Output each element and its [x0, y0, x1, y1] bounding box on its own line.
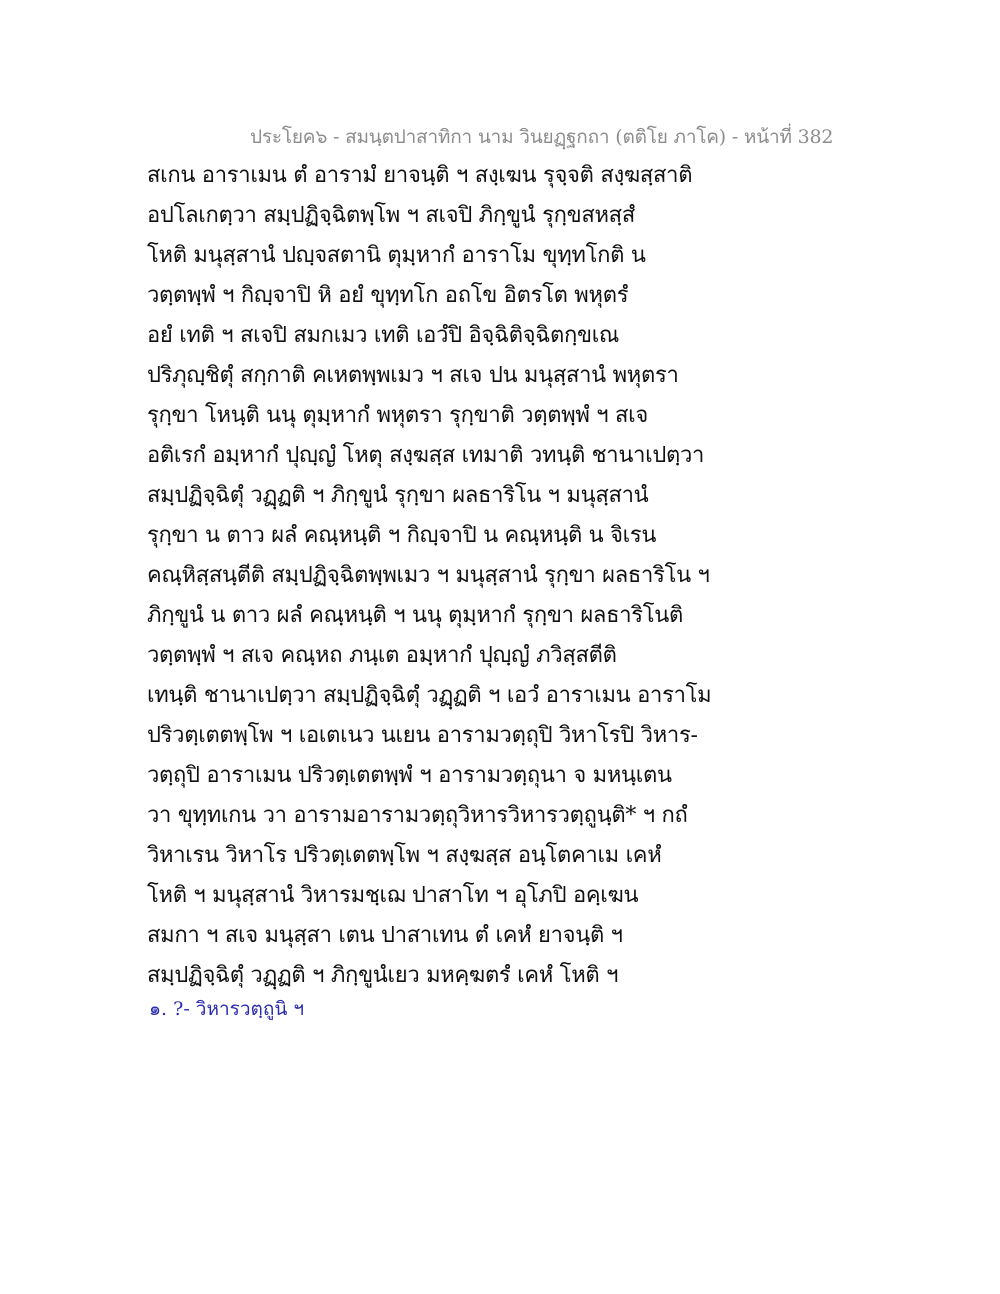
text-line: โหติ ฯ มนุสฺสานํ วิหารมชฺเฌ ปาสาโท ฯ อุโภปิ อคฺเฆน: [147, 883, 639, 908]
text-line: รุกฺขา น ตาว ผลํ คณฺหนฺติ ฯ กิญฺจาปิ น คณฺหนฺติ น จิเรน: [147, 523, 657, 548]
text-line: ปริวตฺเตตพฺโพ ฯ เอเตเนว นเยน อารามวตฺถุปิ วิหาโรปิ วิหาร-: [147, 723, 698, 748]
running-header: ประโยค๖ - สมนฺตปาสาทิกา นาม วินยฏฺฐกถา (ตติโย ภาโค) - หน้าที่ 382: [250, 126, 834, 148]
text-line: วตฺถุปิ อาราเมน ปริวตฺเตตพฺพํ ฯ อารามวตฺถุนา จ มหนฺเตน: [147, 763, 672, 788]
text-line: อปโลเกตฺวา สมฺปฏิจฺฉิตพฺโพ ฯ สเจปิ ภิกฺขูนํ รุกฺขสหสฺสํ: [147, 203, 635, 228]
text-line: คณฺหิสฺสนฺตีติ สมฺปฏิจฺฉิตพฺพเมว ฯ มนุสฺสานํ รุกฺขา ผลธาริโน ฯ: [147, 563, 710, 588]
text-line: สมฺปฏิจฺฉิตุํ วฏฺฏติ ฯ ภิกฺขูนํเยว มหคฺฆตรํ เคหํ โหติ ฯ: [147, 963, 619, 988]
text-line: โหติ มนุสฺสานํ ปญฺจสตานิ ตุมฺหากํ อาราโม ขุทฺทโกติ น: [147, 243, 646, 268]
text-line: สมกา ฯ สเจ มนุสฺสา เตน ปาสาเทน ตํ เคหํ ยาจนฺติ ฯ: [147, 923, 623, 948]
text-line: รุกฺขา โหนฺติ นนุ ตุมฺหากํ พหุตรา รุกฺขาติ วตฺตพฺพํ ฯ สเจ: [147, 403, 648, 428]
footnote: ๑. ?- วิหารวตฺถูนิ ฯ: [149, 998, 305, 1020]
text-line: ภิกฺขูนํ น ตาว ผลํ คณฺหนฺติ ฯ นนุ ตุมฺหากํ รุกฺขา ผลธาริโนติ: [147, 603, 684, 628]
text-line: สเกน อาราเมน ตํ อารามํ ยาจนฺติ ฯ สงฺเฆน รุจฺจติ สงฺฆสฺสาติ: [147, 163, 693, 188]
text-line: วตฺตพฺพํ ฯ กิญฺจาปิ หิ อยํ ขุทฺทโก อถโข อิตรโต พหุตรํ: [147, 283, 629, 308]
text-line: เทนฺติ ชานาเปตฺวา สมฺปฏิจฺฉิตุํ วฏฺฏติ ฯ เอวํ อาราเมน อาราโม: [147, 683, 712, 708]
text-line: วา ขุทฺทเกน วา อารามอารามวตฺถุวิหารวิหารวตฺถูนฺติ* ฯ กถํ: [147, 803, 688, 828]
text-line: สมฺปฏิจฺฉิตุํ วฏฺฏติ ฯ ภิกฺขูนํ รุกฺขา ผลธาริโน ฯ มนุสฺสานํ: [147, 483, 649, 508]
text-line: วิหาเรน วิหาโร ปริวตฺเตตพฺโพ ฯ สงฺฆสฺส อนฺโตคาเม เคหํ: [147, 843, 662, 868]
text-line: ปริภุญฺชิตุํ สกฺกาติ คเหตพฺพเมว ฯ สเจ ปน มนุสฺสานํ พหุตรา: [147, 363, 679, 388]
body-text: [147, 156, 712, 996]
text-line: อยํ เทติ ฯ สเจปิ สมกเมว เทติ เอวํปิ อิจฺฉิติจฺฉิตกฺขเณ: [147, 323, 620, 348]
text-line: วตฺตพฺพํ ฯ สเจ คณฺหถ ภนฺเต อมฺหากํ ปุญฺญํ ภวิสฺสตีติ: [147, 643, 617, 668]
text-line: อติเรกํ อมฺหากํ ปุญฺญํ โหตุ สงฺฆสฺส เทมาติ วทนฺติ ชานาเปตฺวา: [147, 443, 705, 468]
